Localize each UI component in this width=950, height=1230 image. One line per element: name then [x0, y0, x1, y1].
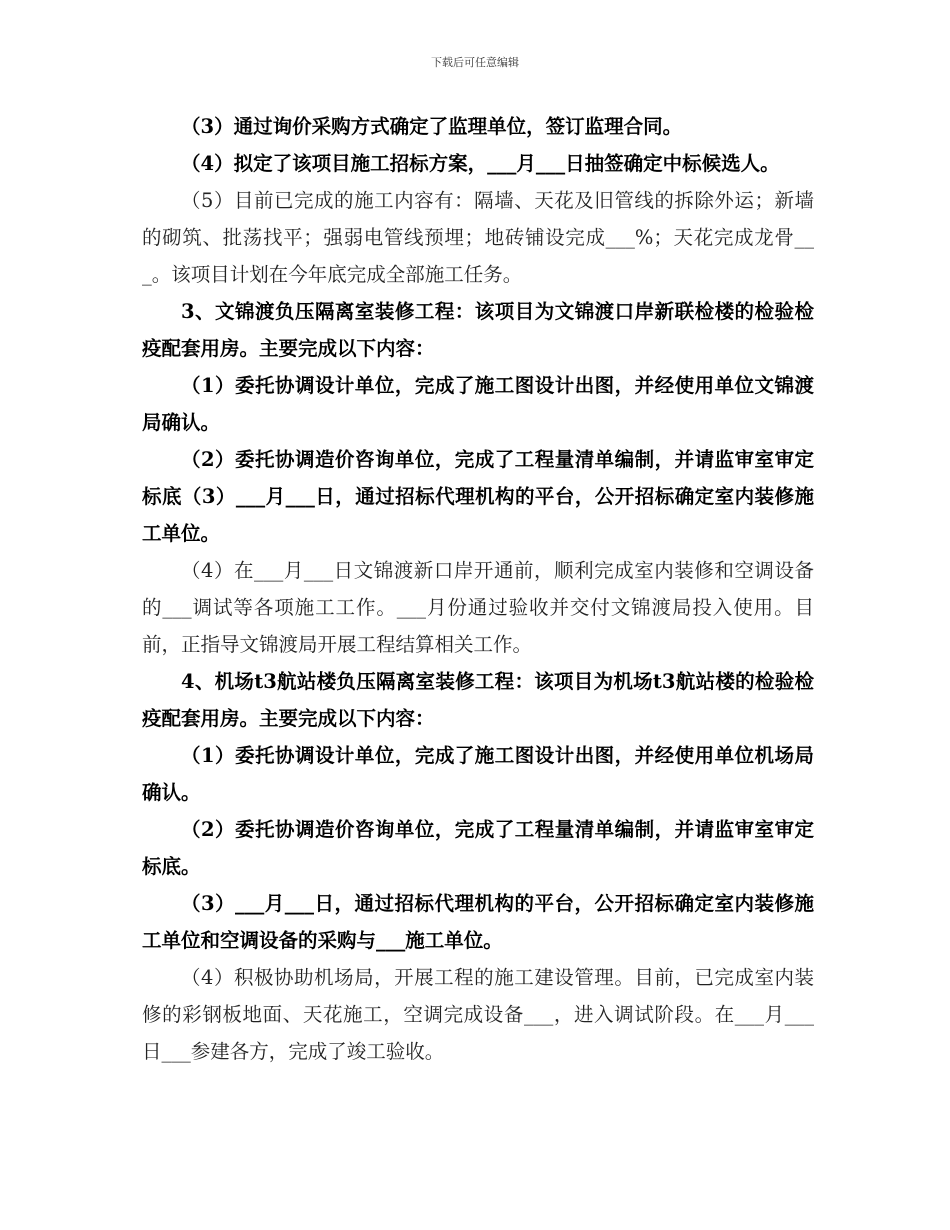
paragraph-8: 4、机场t3航站楼负压隔离室装修工程：该项目为机场t3航站楼的检验检疫配套用房。主要完成以下内容： [142, 670, 814, 730]
paragraph-4: 3、文锦渡负压隔离室装修工程：该项目为文锦渡口岸新联检楼的检验检疫配套用房。主要完成以下内容： [142, 300, 814, 360]
paragraph-5: （1）委托协调设计单位，完成了施工图设计出图，并经使用单位文锦渡局确认。 [142, 374, 814, 434]
paragraph-7: （4）在___月___日文锦渡新口岸开通前，顺利完成室内装修和空调设备的___调试等各项施工工作。___月份通过验收并交付文锦渡局投入使用。目前，正指导文锦渡局开展工程结算相关工作。 [142, 559, 814, 656]
paragraph-9: （1）委托协调设计单位，完成了施工图设计出图，并经使用单位机场局确认。 [142, 744, 814, 804]
paragraph-1: （3）通过询价采购方式确定了监理单位，签订监理合同。 [181, 115, 683, 138]
document-body [142, 108, 814, 1070]
paragraph-10: （2）委托协调造价咨询单位，完成了工程量清单编制，并请监审室审定标底。 [142, 818, 814, 878]
paragraph-11: （3）___月___日，通过招标代理机构的平台，公开招标确定室内装修施工单位和空调设备的采购与___施工单位。 [142, 892, 814, 952]
paragraph-2: （4）拟定了该项目施工招标方案，___月___日抽签确定中标候选人。 [181, 152, 780, 175]
paragraph-6: （2）委托协调造价咨询单位，完成了工程量清单编制，并请监审室审定标底（3）___月___日，通过招标代理机构的平台，公开招标确定室内装修施工单位。 [142, 448, 814, 545]
paragraph-3: （5）目前已完成的施工内容有：隔墙、天花及旧管线的拆除外运；新墙的砌筑、批荡找平；强弱电管线预埋；地砖铺设完成___%；天花完成龙骨___。该项目计划在今年底完成全部施工任务。 [142, 189, 814, 286]
paragraph-12: （4）积极协助机场局，开展工程的施工建设管理。目前，已完成室内装修的彩钢板地面、天花施工，空调完成设备___，进入调试阶段。在___月___日___参建各方，完成了竣工验收。 [142, 966, 814, 1063]
page-header-note: 下载后可任意编辑 [431, 56, 519, 69]
